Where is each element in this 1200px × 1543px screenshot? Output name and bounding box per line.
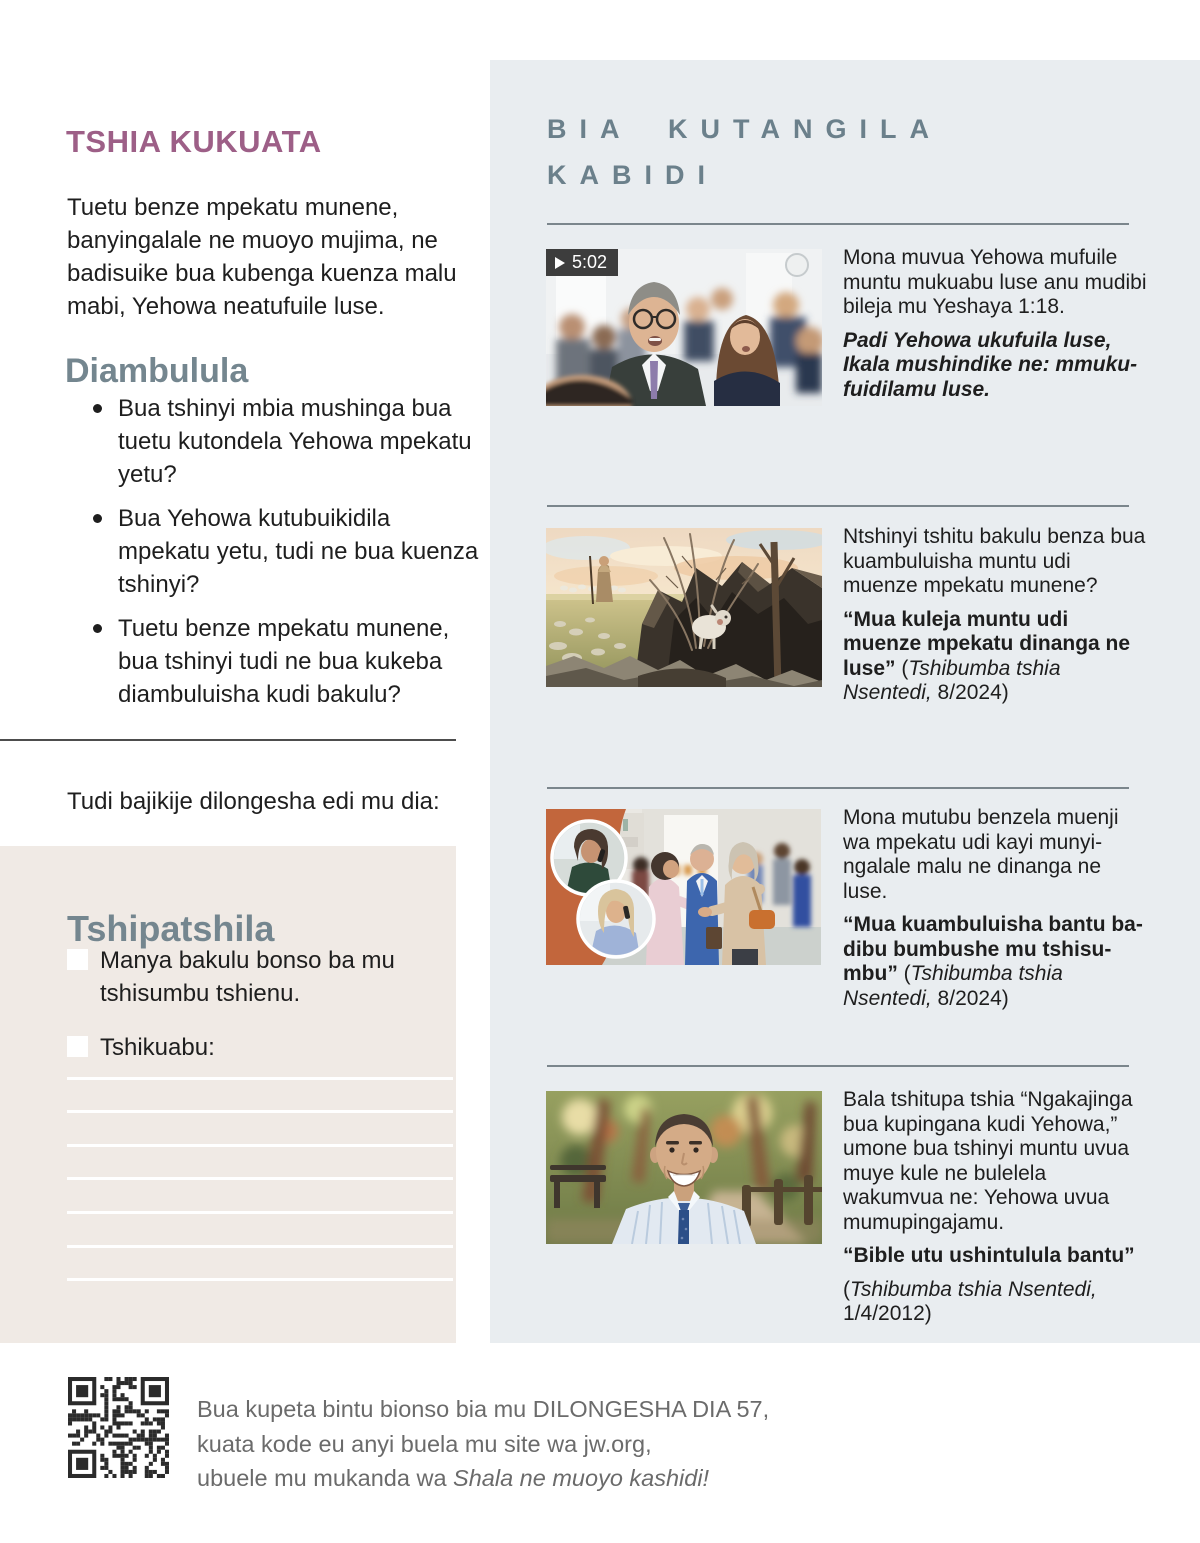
panel-title-line2: KABIDI bbox=[547, 160, 718, 190]
section-divider bbox=[547, 223, 1129, 225]
review-question bbox=[90, 612, 488, 711]
section-source bbox=[843, 1278, 1151, 1327]
footer-line-2: kuata kode eu anyi buela mu site wa jw.org, bbox=[197, 1430, 652, 1457]
completion-date-note: Tudi bajikije dilongesha edi mu dia: bbox=[67, 788, 440, 815]
review-question-text: Tuetu benze mpekatu munene, bua tshinyi tudi ne bua kukeba diambuluisha kudi bakulu? bbox=[118, 615, 450, 708]
lesson-apply-title: TSHIA KUKUATA bbox=[66, 123, 322, 159]
section-body: Ntshinyi tshitu bakulu benza bua kuambuluisha muntu udi muenze mpekatu munene? bbox=[843, 525, 1146, 597]
lesson-intro-text: Tuetu benze mpekatu munene, banyingalale ne muoyo mujima, ne badisuike bua kubenga kuenza malu mabi, Yehowa neatufuile luse. bbox=[67, 194, 457, 320]
writing-line bbox=[67, 1110, 453, 1113]
source-name: Tshibumba tshia Nsentedi, bbox=[843, 656, 1061, 704]
shepherd-lamb-illustration bbox=[546, 528, 822, 687]
section-divider bbox=[547, 1065, 1129, 1067]
greeting-image bbox=[546, 809, 821, 965]
section-quote: “Bible utu ushintulula bantu” bbox=[843, 1244, 1135, 1267]
writing-line bbox=[67, 1077, 453, 1080]
section-text bbox=[843, 525, 1151, 706]
qr-code-image bbox=[68, 1377, 169, 1478]
section-body: Bala tshitupa tshia “Ngakajinga bua kupingana kudi Yehowa,” umone bua tshinyi muntu uvua muye kule ne bulelela wakumvua ne: Yehowa uvua mumupingajamu. bbox=[843, 1088, 1133, 1234]
review-title: Diambulula bbox=[65, 352, 249, 391]
footer-line-3 bbox=[197, 1461, 757, 1496]
section-divider bbox=[547, 787, 1129, 789]
writing-line bbox=[67, 1245, 453, 1248]
review-question bbox=[90, 502, 488, 601]
video-duration: 5:02 bbox=[572, 252, 608, 272]
footer-publication-name: Shala ne muoyo kashidi! bbox=[453, 1465, 710, 1491]
smiling-man-photo bbox=[546, 1091, 822, 1244]
section-quote: Padi Yehowa ukufuila luse, Ikala mushindike ne: mmukufuidilamu luse. bbox=[843, 328, 1138, 401]
section-text bbox=[843, 1088, 1151, 1327]
goal-item-label: Manya bakulu bonso ba mu tshisumbu tshienu. bbox=[100, 947, 395, 1007]
video-duration-badge bbox=[546, 249, 618, 276]
goal-checkbox[interactable] bbox=[67, 949, 88, 970]
goal-box bbox=[0, 846, 456, 1343]
section-body: Mona muvua Yehowa mufuile muntu mukuabu luse anu mudibi bileja mu Yeshaya 1:18. bbox=[843, 246, 1147, 318]
source-date: 1/4/2012) bbox=[843, 1302, 932, 1325]
left-column-divider bbox=[0, 739, 456, 741]
video-thumbnail[interactable] bbox=[546, 249, 822, 406]
footer-note bbox=[197, 1392, 770, 1496]
source-open: ( bbox=[895, 656, 909, 680]
qr-code bbox=[68, 1377, 169, 1478]
goal-box-title: Tshipatshila bbox=[67, 908, 275, 949]
source-name: Tshibumba tshia Nsentedi, bbox=[850, 1277, 1097, 1301]
section-text bbox=[843, 806, 1151, 1011]
source-date: 8/2024) bbox=[931, 986, 1009, 1010]
review-question-text: Bua Yehowa kutubuikidila mpekatu yetu, tudi ne bua kuenza tshinyi? bbox=[118, 505, 479, 598]
review-question-text: Bua tshinyi mbia mushinga bua tuetu kutondela Yehowa mpekatu yetu? bbox=[118, 395, 472, 488]
source-date: 8/2024) bbox=[931, 681, 1009, 704]
congregation-greeting-photo bbox=[546, 809, 821, 965]
goal-item bbox=[67, 1031, 427, 1064]
footer-line-1: Bua kupeta bintu bionso bia mu DILONGESHA DIA 57, bbox=[197, 1396, 770, 1422]
review-question-list bbox=[90, 392, 488, 722]
bullet-icon bbox=[93, 514, 102, 523]
section-divider bbox=[547, 505, 1129, 507]
source-open: ( bbox=[843, 1277, 850, 1301]
review-media-panel bbox=[490, 60, 1200, 1343]
writing-line bbox=[67, 1144, 453, 1147]
source-name: Tshibumba tshia Nsentedi, bbox=[843, 962, 1063, 1010]
review-question bbox=[90, 392, 488, 491]
writing-line bbox=[67, 1211, 453, 1214]
writing-line bbox=[67, 1278, 453, 1281]
panel-title-line1: BIA KUTANGILA bbox=[547, 114, 942, 144]
goal-item bbox=[67, 944, 427, 1010]
smiling-man-image bbox=[546, 1091, 822, 1244]
play-icon bbox=[555, 257, 565, 269]
quote-text: “Mua kuleja muntu udi muenze mpekatu dinanga ne luse” bbox=[843, 607, 1131, 680]
panel-title bbox=[547, 106, 942, 198]
writing-line bbox=[67, 1177, 453, 1180]
goal-item-label: Tshikuabu: bbox=[100, 1034, 215, 1061]
bullet-icon bbox=[93, 404, 102, 413]
section-quote bbox=[843, 608, 1151, 706]
section-body: Mona mutubu benzela muenji wa mpekatu udi kayi munyingalale malu ne dinanga ne luse. bbox=[843, 806, 1119, 903]
source-open: ( bbox=[897, 962, 911, 985]
goal-checkbox[interactable] bbox=[67, 1036, 88, 1057]
section-text bbox=[843, 246, 1151, 402]
bullet-icon bbox=[93, 624, 102, 633]
shepherd-lamb-image bbox=[546, 528, 822, 687]
footer-line-3-text: ubuele mu mukanda wa bbox=[197, 1465, 454, 1491]
section-quote bbox=[843, 913, 1151, 1011]
quote-text: “Mua kuambuluisha bantu badibu bumbushe mu tshisumbu” bbox=[843, 913, 1143, 985]
